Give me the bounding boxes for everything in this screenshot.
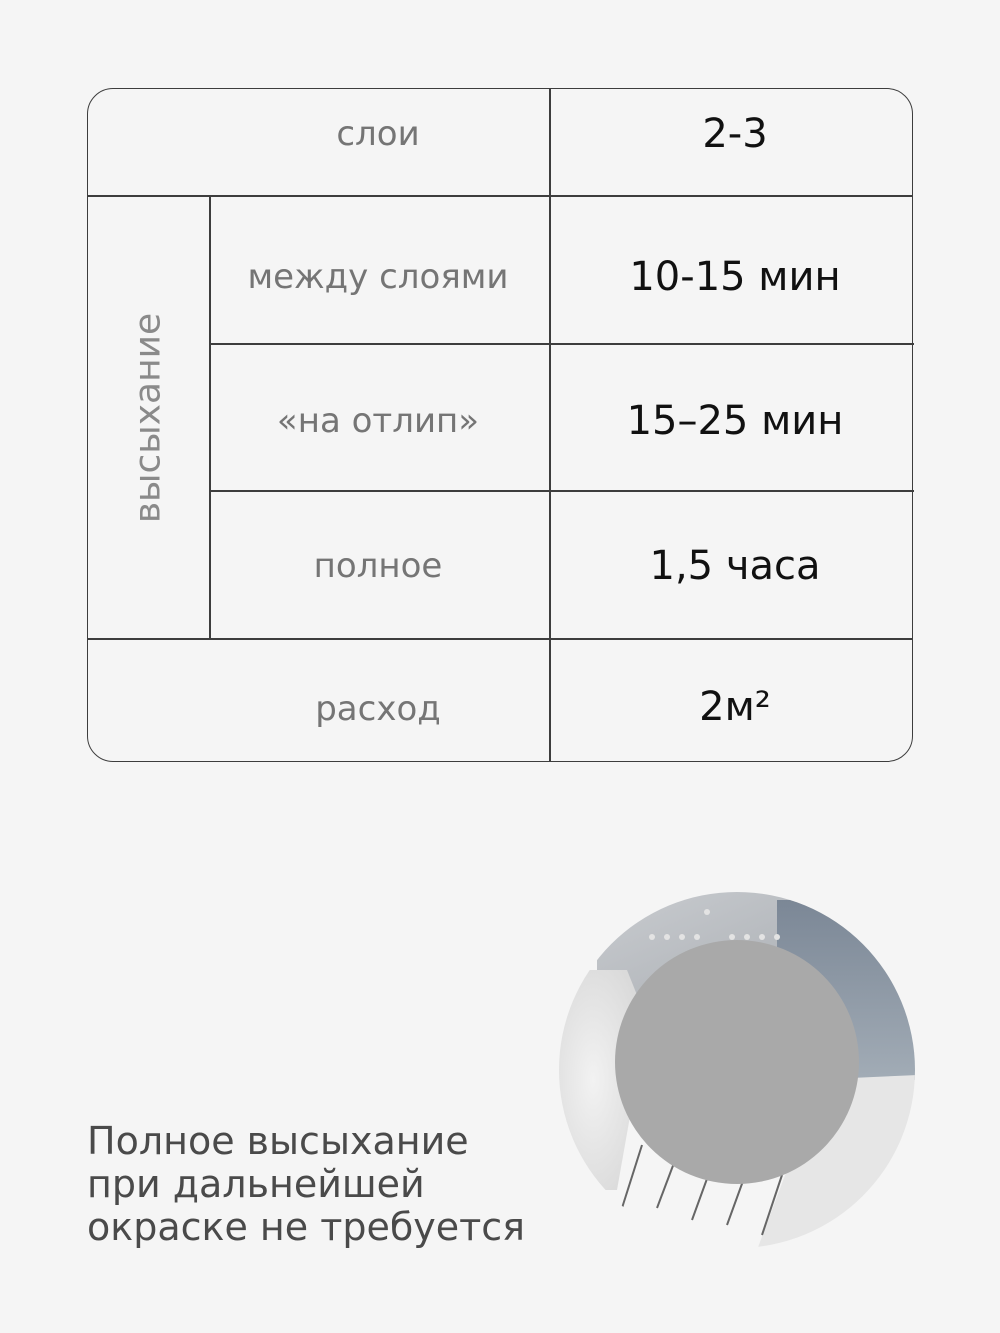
row-divider (88, 195, 912, 197)
drying-group-label: высыхание (127, 312, 169, 524)
column-divider (549, 89, 551, 761)
row-divider (209, 343, 914, 345)
surfaces-collage-image (557, 890, 917, 1250)
group-divider (209, 195, 211, 638)
row-divider (209, 490, 914, 492)
layers-label: слои (336, 114, 420, 154)
note-line: окраске не требуется (87, 1205, 526, 1249)
full-drying-value: 1,5 часа (649, 543, 821, 589)
spec-table (87, 88, 913, 762)
tack-free-value: 15–25 мин (626, 398, 844, 444)
drying-note (87, 1120, 547, 1249)
row-divider (88, 638, 912, 640)
consumption-label: расход (315, 689, 441, 729)
layers-value: 2-3 (702, 111, 768, 157)
full-drying-label: полное (313, 546, 443, 586)
note-line: Полное высыхание (87, 1119, 469, 1163)
consumption-value: 2м² (699, 684, 771, 730)
between-layers-value: 10-15 мин (629, 254, 841, 300)
note-line: при дальнейшей (87, 1162, 425, 1206)
tack-free-label: «на отлип» (276, 401, 480, 441)
between-layers-label: между слоями (247, 257, 509, 297)
